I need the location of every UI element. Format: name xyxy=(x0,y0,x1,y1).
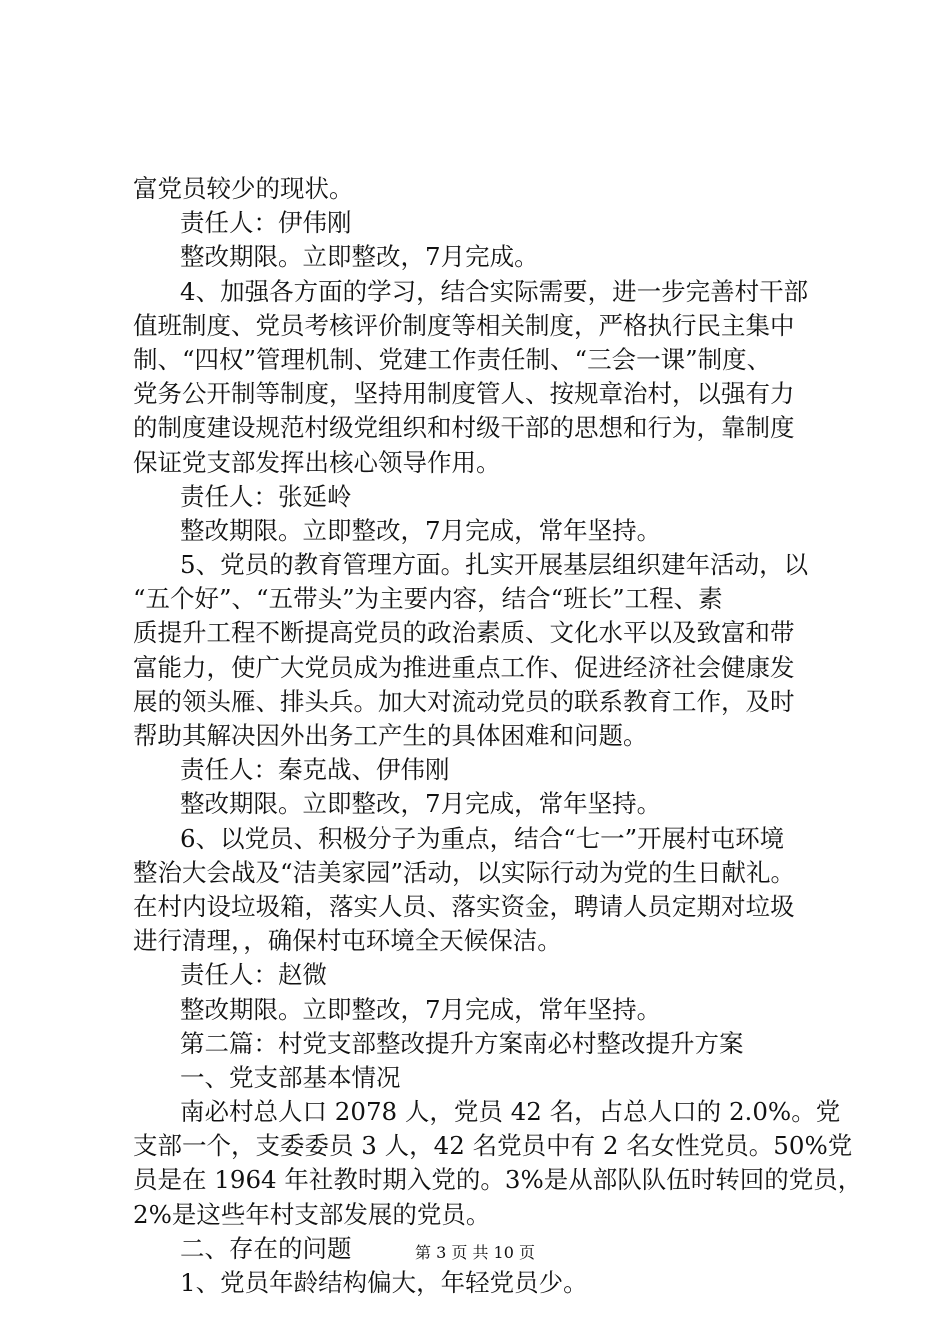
text-line: 6、以党员、积极分子为重点，结合“七一”开展村屯环境 xyxy=(180,823,785,853)
text-line: 整改期限。立即整改，7月完成，常年坚持。 xyxy=(180,789,662,819)
text-line: 5、党员的教育管理方面。扎实开展基层组织建年活动，以 xyxy=(180,550,809,580)
text-line: 员是在 1964 年社教时期入党的。3%是从部队队伍时转回的党员， xyxy=(133,1165,863,1195)
text-line: 整改期限。立即整改，7月完成，常年坚持。 xyxy=(180,994,662,1024)
text-line: “五个好”、“五带头”为主要内容，结合“班长”工程、素 xyxy=(133,584,723,614)
text-line: 支部一个，支委委员 3 人，42 名党员中有 2 名女性党员。50%党 xyxy=(133,1131,853,1161)
page-footer: 第 3 页 共 10 页 xyxy=(415,1243,535,1262)
text-line: 第二篇：村党支部整改提升方案南必村整改提升方案 xyxy=(180,1028,744,1058)
text-line: 责任人：伊伟刚 xyxy=(180,208,352,238)
text-line: 责任人：张延岭 xyxy=(180,481,352,511)
text-line: 保证党支部发挥出核心领导作用。 xyxy=(133,447,501,477)
text-line: 责任人：赵微 xyxy=(180,960,327,990)
text-line: 整治大会战及“洁美家园”活动，以实际行动为党的生日献礼。 xyxy=(133,857,796,887)
text-line: 整改期限。立即整改，7月完成。 xyxy=(180,242,539,272)
text-line: 在村内设垃圾箱，落实人员、落实资金，聘请人员定期对垃圾 xyxy=(133,891,795,921)
text-line: 整改期限。立即整改，7月完成，常年坚持。 xyxy=(180,515,662,545)
text-line: 富党员较少的现状。 xyxy=(133,174,354,203)
text-line: 的制度建设规范村级党组织和村级干部的思想和行为，靠制度 xyxy=(133,413,795,443)
text-line: 进行清理，，确保村屯环境全天候保洁。 xyxy=(133,926,562,956)
text-line: 展的领头雁、排头兵。加大对流动党员的联系教育工作，及时 xyxy=(133,686,795,716)
text-line: 一、党支部基本情况 xyxy=(180,1062,401,1092)
text-line: 质提升工程不断提高党员的政治素质、文化水平以及致富和带 xyxy=(133,618,795,648)
text-line: 二、存在的问题 xyxy=(180,1233,352,1263)
text-line: 南必村总人口 2078 人，党员 42 名，占总人口的 2.0%。党 xyxy=(180,1097,841,1127)
text-line: 4、加强各方面的学习，结合实际需要，进一步完善村干部 xyxy=(180,276,809,306)
body-text xyxy=(133,172,863,1300)
text-line: 值班制度、党员考核评价制度等相关制度，严格执行民主集中 xyxy=(133,310,795,340)
text-line: 制、“四权”管理机制、党建工作责任制、“三会一课”制度、 xyxy=(133,344,772,374)
text-line: 1、党员年龄结构偏大，年轻党员少。 xyxy=(180,1268,588,1297)
text-line: 富能力，使广大党员成为推进重点工作、促进经济社会健康发 xyxy=(133,652,795,682)
text-line: 帮助其解决因外出务工产生的具体困难和问题。 xyxy=(133,721,648,750)
text-line: 2%是这些年村支部发展的党员。 xyxy=(133,1199,491,1229)
text-line: 党务公开制等制度，坚持用制度管人、按规章治村，以强有力 xyxy=(133,379,795,409)
text-line: 责任人：秦克战、伊伟刚 xyxy=(180,755,450,785)
